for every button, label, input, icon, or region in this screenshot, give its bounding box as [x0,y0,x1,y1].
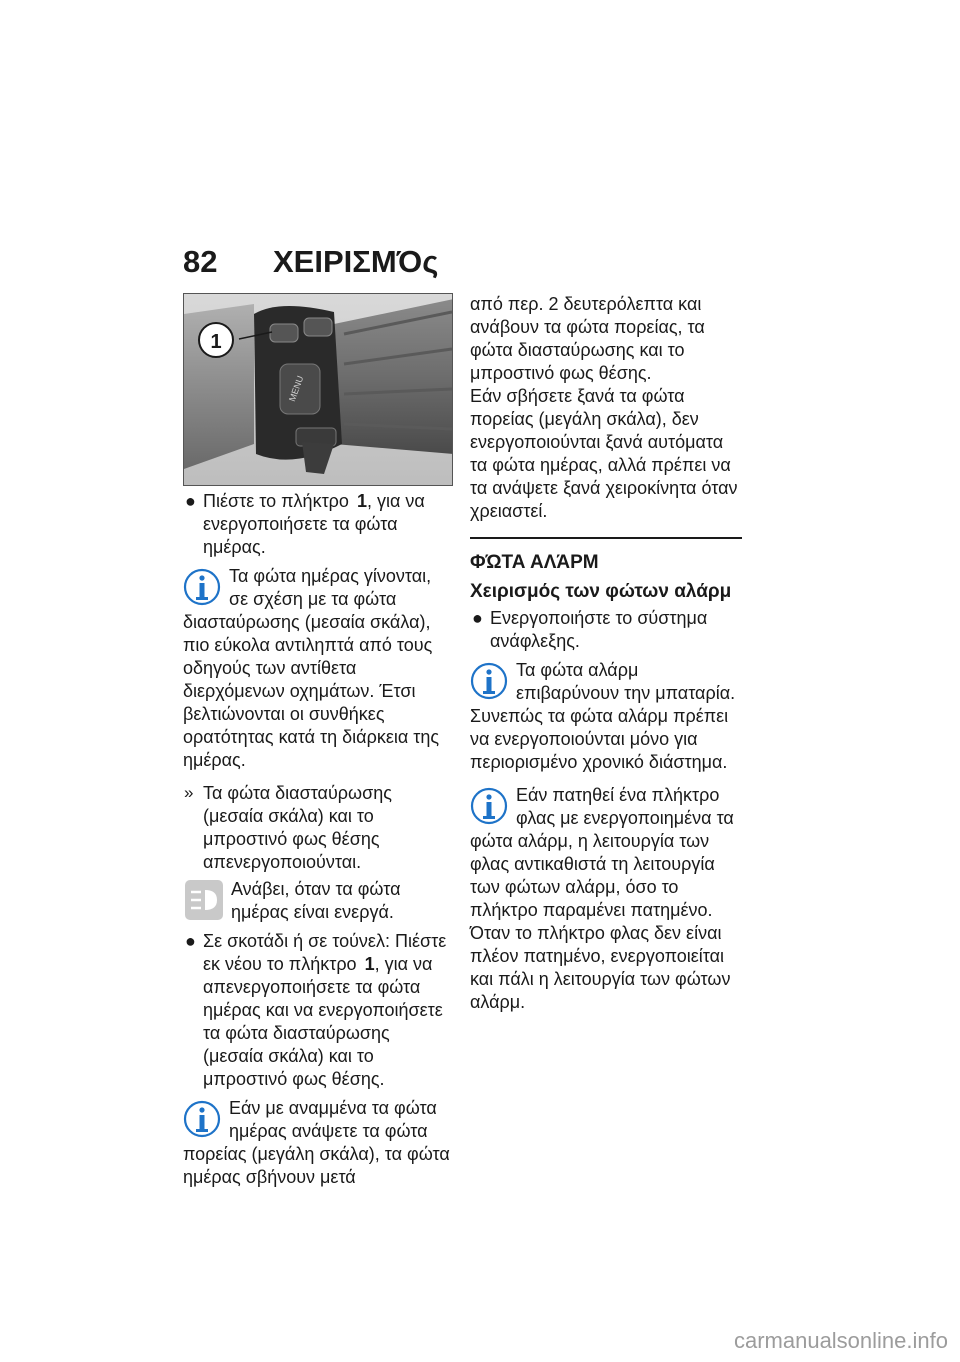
info-note [470,784,742,1014]
right-column [470,293,742,1024]
subsection-title: Χειρισμός των φώτων αλάρμ [470,581,732,602]
callout-number: 1 [210,331,222,353]
paragraph: Εάν σβήσετε ξανά τα φώτα πορείας (μεγάλη σκάλα), δεν ενεργοποιούνται ξανά αυτόματα τα φώτα ημέρας, αλλά πρέπει να τα ανάψετε ξανά χειροκίνητα όταν χρειαστεί. [470,386,738,521]
info-icon [470,786,508,828]
instruction-item: ● Σε σκοτάδι ή σε τούνελ: Πιέστε εκ νέου το πλήκτρο 1, για να απενεργοποιήσετε τα φώτα ημέρας και να ενεργοποιήσετε τα φώτα διασταύρωσης (μεσαία σκάλα) και το μπροστινό φως θέσης. [185,931,447,1089]
note-text: Τα φώτα ημέρας γίνονται, σε σχέση με τα φώτα διασταύρωσης (μεσαία σκάλα), πιο εύκολα αντιληπτά από τους οδηγούς των αντίθετα διερχόμενων οχημάτων. Έτσι βελτιώνονται οι συνθήκες ορατότητας κατά τη διάρκεια της ημέρας. [183,566,440,770]
page-header [183,244,438,280]
page-number: 82 [183,244,218,279]
menu-button-label: MENU [286,374,306,403]
info-icon [183,567,221,609]
left-column [183,490,453,1199]
indicator-row [183,878,453,924]
info-note [183,1097,453,1189]
note-text: Τα φώτα αλάρμ επιβαρύνουν την μπαταρία. Συνεπώς τα φώτα αλάρμ πρέπει να ενεργοποιούνται μόνο για περιορισμένο χρονικό διάστημα. [470,660,736,772]
daytime-running-light-icon [185,880,223,920]
result-item: » Τα φώτα διασταύρωσης (μεσαία σκάλα) και το μπροστινό φως θέσης απενεργοποιούνται. [184,783,392,872]
note-text: Εάν πατηθεί ένα πλήκτρο φλας με ενεργοποιημένα τα φώτα αλάρμ, η λειτουργία των φλας αντικαθιστά τη λειτουργία των φώτων αλάρμ, όσο το πλήκτρο παραμένει πατημένο. Όταν το πλήκτρο φλας δεν είναι πλέον πατημένο, ενεργοποιείται και πάλι η λειτουργία των φώτων αλάρμ. [470,785,734,1012]
instruction-item: ● Ενεργοποιήστε το σύστημα ανάφλεξης. [472,608,708,651]
page-title: ΧΕΙΡΙΣΜΌς [273,244,439,279]
continued-text: από περ. 2 δευτερόλεπτα και ανάβουν τα φώτα πορείας, τα φώτα διασταύρωσης και το μπροστινό φως θέσης. [470,294,705,383]
bullet-icon: ● [185,931,196,951]
section-title: ΦΏΤΑ ΑΛΆΡΜ [470,552,599,573]
info-icon [470,661,508,703]
bullet-icon: ● [472,608,483,628]
handlebar-illustration [184,294,453,486]
note-text: Εάν με αναμμένα τα φώτα ημέρας ανάψετε τα φώτα πορείας (μεγάλη σκάλα), τα φώτα ημέρας σβήνουν μετά [183,1098,450,1187]
result-arrow-icon: » [184,783,194,802]
bullet-icon: ● [185,491,196,511]
watermark: carmanualsonline.info [733,1328,948,1353]
indicator-text: Ανάβει, όταν τα φώτα ημέρας είναι ενεργά. [231,879,401,922]
info-note [183,565,453,772]
instruction-item: ● Πιέστε το πλήκτρο 1, για να ενεργοποιήσετε τα φώτα ημέρας. [185,491,425,557]
info-note [470,659,742,774]
handlebar-switch-figure [183,293,453,486]
section-divider [470,537,742,539]
info-icon [183,1099,221,1141]
